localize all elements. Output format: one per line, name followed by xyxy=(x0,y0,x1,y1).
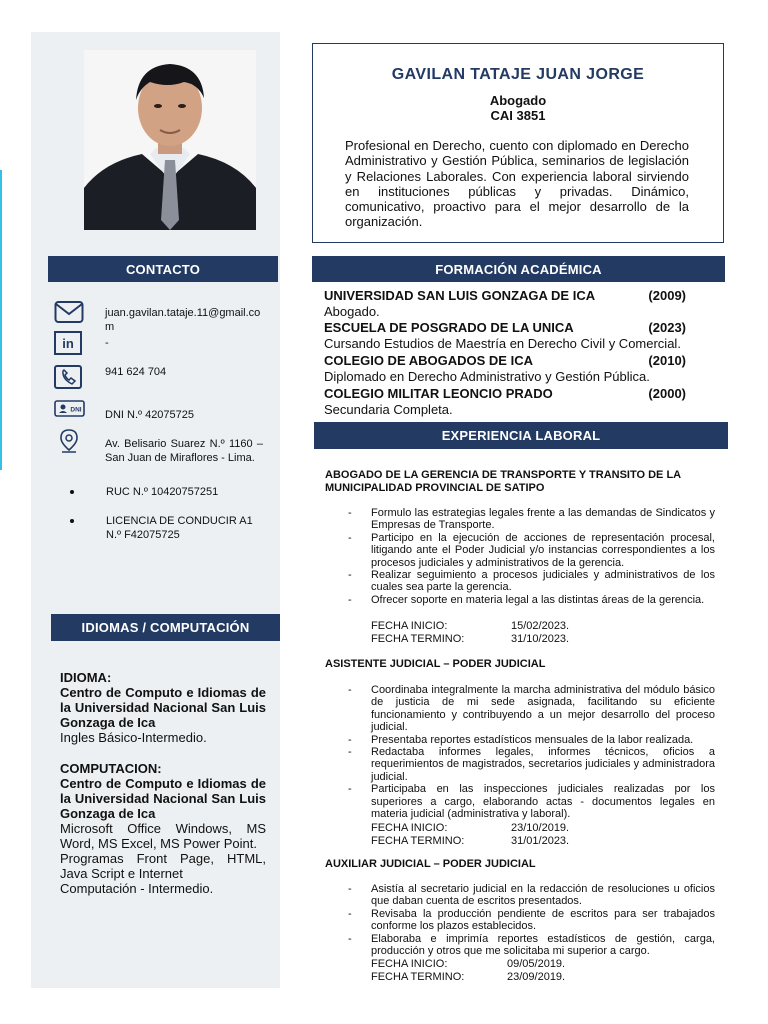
svg-text:in: in xyxy=(62,336,74,351)
license-text: LICENCIA DE CONDUCIR A1 N.º F42075725 xyxy=(106,515,253,541)
education-institution: COLEGIO MILITAR LEONCIO PRADO xyxy=(324,386,553,401)
end-value: 31/10/2023. xyxy=(511,633,570,645)
education-year: (2010) xyxy=(648,353,686,368)
start-label: FECHA INICIO: xyxy=(371,822,448,834)
idioma-level: Ingles Básico-Intermedio. xyxy=(60,730,207,745)
comp-skill: Computación - Intermedio. xyxy=(60,881,214,896)
start-label: FECHA INICIO: xyxy=(371,620,448,632)
bullet xyxy=(70,490,74,494)
accent-line xyxy=(0,170,2,470)
job-duty xyxy=(346,594,715,606)
education-year: (2000) xyxy=(648,386,686,401)
education-institution: COLEGIO DE ABOGADOS DE ICA xyxy=(324,353,533,368)
experience-heading: EXPERIENCIA LABORAL xyxy=(314,422,728,449)
header-box xyxy=(312,43,724,243)
id-card-icon xyxy=(54,400,84,426)
job-duties xyxy=(346,883,715,957)
job-duty-text: Coordinaba integralmente la marcha administrativa del módulo básico de justicia de mi sede asignada, facilitando su eficiente funcionamiento y contribuyendo a un mejor desarrollo del proceso judicial. xyxy=(371,684,715,734)
bullet xyxy=(70,519,74,523)
end-value: 31/01/2023. xyxy=(511,835,570,847)
education-desc: Secundaria Completa. xyxy=(324,402,453,417)
profile-summary: Profesional en Derecho, cuento con diplomado en Derecho Administrativo y Gestión Pública, seminarios de legislación y Relaciones Laborales. Con experiencia laboral sirviendo en instituciones públicas y privadas. Dinámico, comunicativo, proactivo para el mejor desarrollo de la organización. xyxy=(345,138,689,230)
job-end-date xyxy=(371,835,569,848)
job-start-date xyxy=(371,822,569,835)
phone-icon xyxy=(54,365,84,391)
candidate-name: GAVILAN TATAJE JUAN JORGE xyxy=(391,66,645,83)
cai-number: CAI 3851 xyxy=(490,108,546,123)
end-label: FECHA TERMINO: xyxy=(371,835,465,847)
languages-heading: IDIOMAS / COMPUTACIÓN xyxy=(51,614,280,641)
job-title: ABOGADO DE LA GERENCIA DE TRANSPORTE Y TRANSITO DE LA MUNICIPALIDAD PROVINCIAL DE SATIPO xyxy=(325,469,681,494)
job-duties xyxy=(346,684,715,820)
education-desc: Abogado. xyxy=(324,304,380,319)
end-label: FECHA TERMINO: xyxy=(371,633,465,645)
comp-center: Centro de Computo e Idiomas de la Universidad Nacional San Luis Gonzaga de Ica xyxy=(60,776,266,821)
dni-icon-label: DNI xyxy=(70,406,82,414)
job-duty-text: Revisaba la producción pendiente de escritos para ser trabajados conforme los plazos establecidos. xyxy=(371,907,715,933)
job-duty-text: Asistía al secretario judicial en la redacción de resoluciones u oficios que daban cuenta de escritos presentados. xyxy=(371,883,715,908)
linkedin-text: - xyxy=(105,337,109,349)
education-desc: Diplomado en Derecho Administrativo y Gestión Pública. xyxy=(324,369,650,384)
profile-photo xyxy=(84,50,256,230)
job-duty xyxy=(346,783,715,820)
email-text: juan.gavilan.tataje.11@gmail.com xyxy=(105,307,261,333)
job-title: ASISTENTE JUDICIAL – PODER JUDICIAL xyxy=(325,658,546,670)
education-item xyxy=(324,386,686,401)
job-duty xyxy=(346,569,715,594)
education-heading: FORMACIÓN ACADÉMICA xyxy=(312,256,725,282)
job-end-date xyxy=(371,971,565,984)
contact-heading: CONTACTO xyxy=(48,256,278,282)
idioma-label: IDIOMA: xyxy=(60,670,112,685)
start-value: 23/10/2019. xyxy=(511,822,570,834)
comp-skill: Programas Front Page, HTML, Java Script e Internet xyxy=(60,851,266,881)
job-duties xyxy=(346,507,715,606)
comp-skill: Microsoft Office Windows, MS Word, MS Excel, MS Power Point. xyxy=(60,821,266,851)
dash: - xyxy=(348,746,352,759)
job-duty-text: Presentaba reportes estadísticos mensuales de la labor realizada. xyxy=(371,733,694,746)
linkedin-icon xyxy=(54,331,84,357)
end-label: FECHA TERMINO: xyxy=(371,971,465,983)
ruc-text: RUC N.º 10420757251 xyxy=(106,486,219,498)
dash: - xyxy=(348,907,352,920)
dni-text: DNI N.º 42075725 xyxy=(105,409,195,421)
dash: - xyxy=(348,569,352,582)
education-year: (2023) xyxy=(648,320,686,335)
education-item xyxy=(324,320,686,335)
job-duty xyxy=(346,734,715,746)
job-duty xyxy=(346,746,715,783)
dash: - xyxy=(348,883,352,895)
start-value: 15/02/2023. xyxy=(511,620,570,632)
job-end-date xyxy=(371,633,569,646)
location-pin-icon xyxy=(58,428,88,454)
job-duty-text: Redactaba informes legales, informes técnicos, oficios a requerimientos de magistrados, secretarios judiciales y administradora judicial. xyxy=(371,746,715,783)
job-role: Abogado xyxy=(489,93,547,108)
language-section xyxy=(60,670,266,745)
phone-text: 941 624 704 xyxy=(105,366,167,378)
education-year: (2009) xyxy=(648,288,686,303)
education-item xyxy=(324,353,686,368)
end-value: 23/09/2019. xyxy=(507,971,566,983)
envelope-icon xyxy=(54,300,84,326)
dash: - xyxy=(348,783,352,796)
job-duty xyxy=(346,532,715,569)
start-label: FECHA INICIO: xyxy=(371,958,448,970)
job-start-date xyxy=(371,620,569,633)
comp-label: COMPUTACION: xyxy=(60,761,162,776)
computing-section xyxy=(60,761,266,896)
job-duty-text: Ofrecer soporte en materia legal a las distintas áreas de la gerencia. xyxy=(371,593,705,606)
job-duty-text: Realizar seguimiento a procesos judiciales y administrativos de los cuales sea parte la gerencia. xyxy=(371,569,715,594)
job-duty xyxy=(346,933,715,958)
job-title: AUXILIAR JUDICIAL – PODER JUDICIAL xyxy=(325,858,536,870)
idioma-center: Centro de Computo e Idiomas de la Universidad Nacional San Luis Gonzaga de Ica xyxy=(60,685,266,730)
job-duty-text: Participaba en las inspecciones judiciales realizadas por los superiores a cargo, elaborando actas - documentos legales en materia judicial (administrativa y laboral). xyxy=(371,783,715,821)
education-desc: Cursando Estudios de Maestría en Derecho Civil y Comercial. xyxy=(324,336,681,351)
job-duty xyxy=(346,684,715,734)
job-duty xyxy=(346,883,715,908)
job-duty xyxy=(346,908,715,933)
job-duty-text: Formulo las estrategias legales frente a las demandas de Sindicatos y Empresas de Transporte. xyxy=(371,507,715,532)
dash: - xyxy=(348,684,352,696)
job-duty-text: Elaboraba e imprimía reportes estadísticos de gestión, carga, producción y otros que me solicitaba mi superior a cargo. xyxy=(371,932,715,958)
job-duty-text: Participo en la ejecución de acciones de representación procesal, litigando ante el Poder Judicial y/o instancias correspondientes a los procesos judiciales y administrativos de la gerencia. xyxy=(371,531,715,569)
education-item xyxy=(324,288,686,303)
address-text: Av. Belisario Suarez N.º 1160 – San Juan de Miraflores - Lima. xyxy=(105,438,263,464)
dash: - xyxy=(348,733,352,746)
education-institution: UNIVERSIDAD SAN LUIS GONZAGA DE ICA xyxy=(324,288,596,303)
start-value: 09/05/2019. xyxy=(507,958,566,970)
dash: - xyxy=(348,593,352,606)
job-duty xyxy=(346,507,715,532)
education-institution: ESCUELA DE POSGRADO DE LA UNICA xyxy=(324,320,574,335)
dash: - xyxy=(348,531,352,544)
job-start-date xyxy=(371,958,565,971)
dash: - xyxy=(348,507,352,519)
dash: - xyxy=(348,932,352,945)
